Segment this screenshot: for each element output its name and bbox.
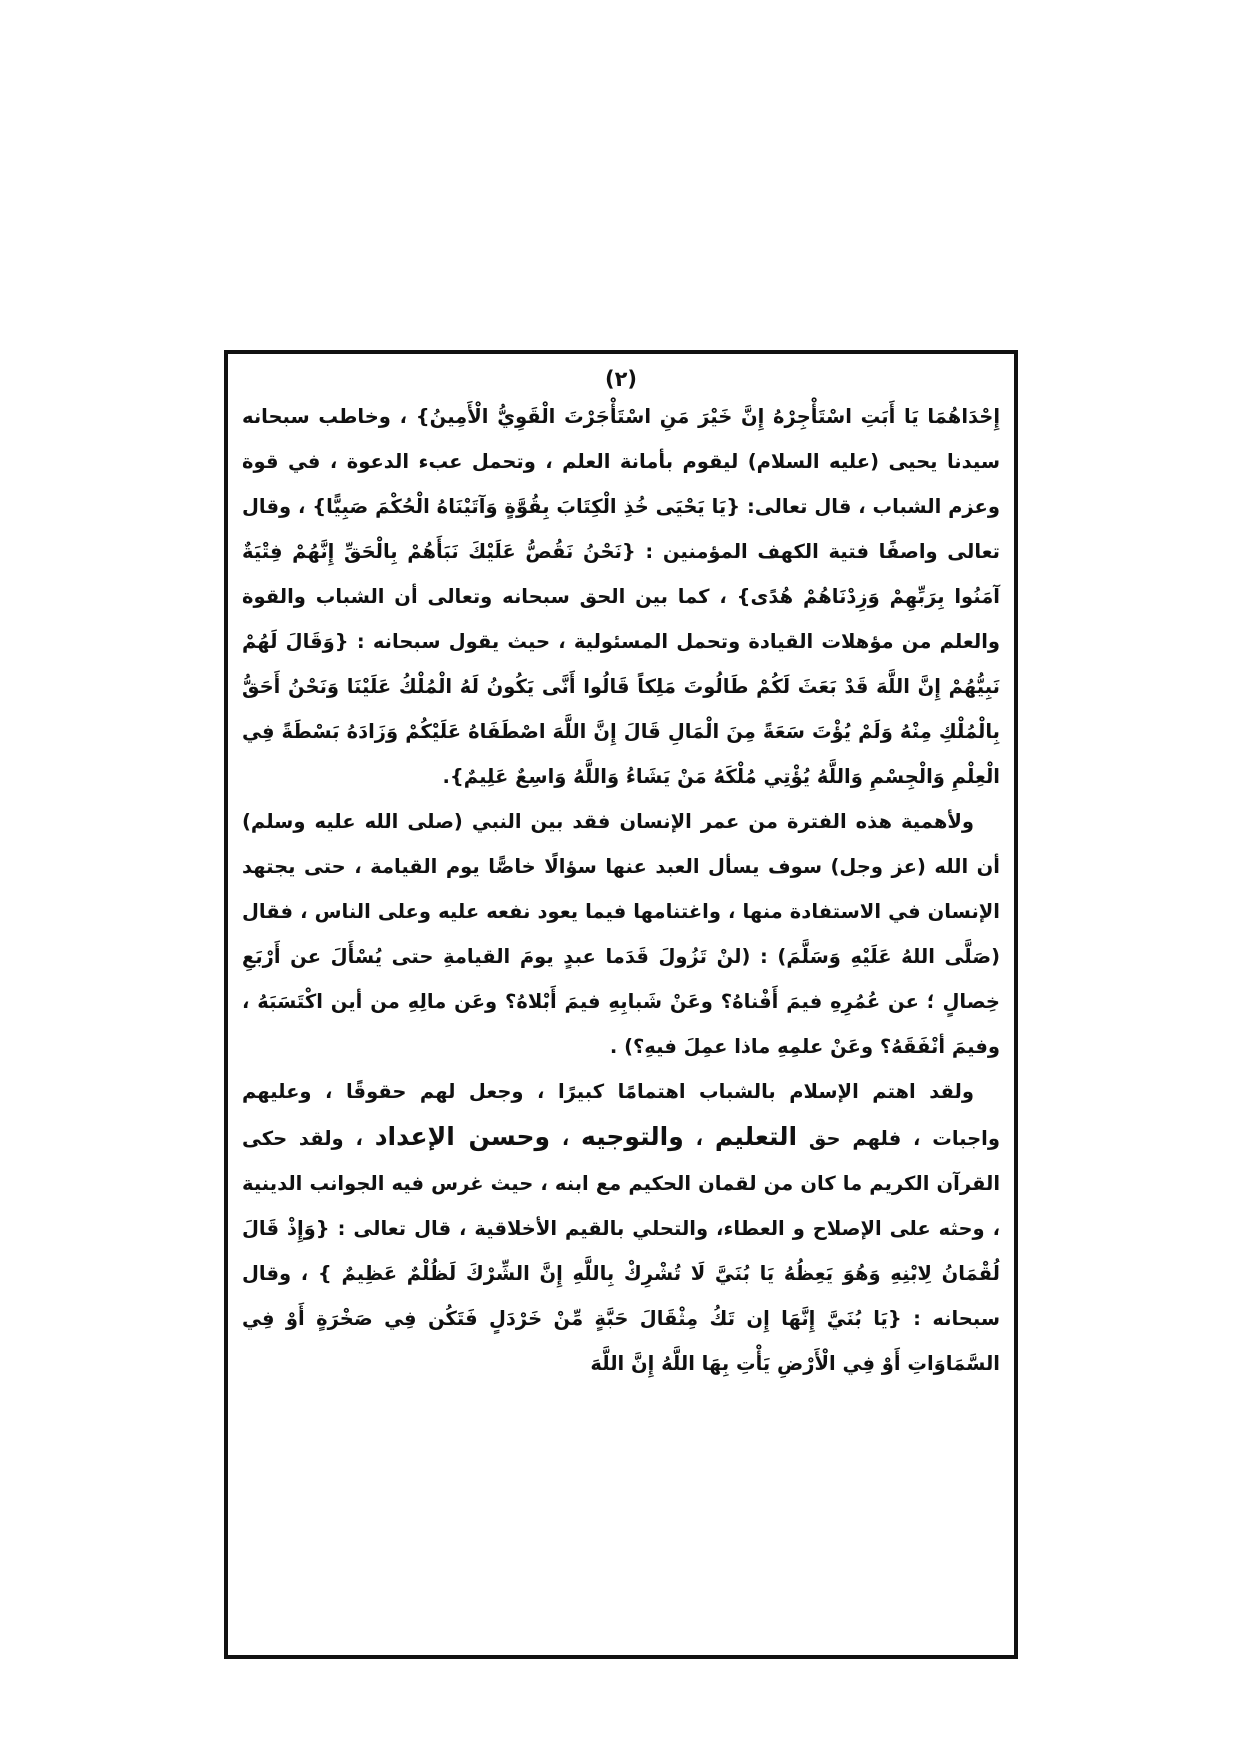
paragraph-hadith: ولأهمية هذه الفترة من عمر الإنسان فقد بين النبي (صلى الله عليه وسلم) أن الله (عز وجل) سوف يسأل العبد عنها سؤالًا خاصًّا يوم القيامة ، حتى يجتهد الإنسان في الاستفادة منها ، واغتنامها فيما يعود نفعه عليه وعلى الناس ، فقال (صَلَّى اللهُ عَلَيْهِ وَسَلَّمَ) : (لنْ تَزُولَ قَدَما عبدٍ يومَ القيامةِ حتى يُسْأَلَ عن أَرْبَعِ خِصالٍ ؛ عن عُمُرِهِ فيمَ أَفْناهُ؟ وعَنْ شَبابِهِ فيمَ أَبْلاهُ؟ وعَن مالِهِ من أين اكْتَسَبَهُ ، وفيمَ أنْفَقَهُ؟ وعَنْ علمِهِ ماذا عمِلَ فيهِ؟) . bbox=[242, 810, 1000, 1058]
page-frame bbox=[224, 350, 1018, 1659]
page-number: (٢) bbox=[604, 367, 638, 391]
youth-rights-continuation: ، ولقد حكى القرآن الكريم ما كان من لقمان الحكيم مع ابنه ، حيث غرس فيه الجوانب الدينية ، وحثه على الإصلاح و العطاء، والتحلي بالقيم الأخلاقية ، قال تعالى : {وَإِذْ قَالَ لُقْمَانُ لِابْنِهِ وَهُوَ يَعِظُهُ يَا بُنَيَّ لَا تُشْرِكْ بِاللَّهِ إِنَّ الشِّرْكَ لَظُلْمٌ عَظِيمٌ } ، وقال سبحانه : {يَا بُنَيَّ إِنَّهَا إِن تَكُ مِثْقَالَ حَبَّةٍ مِّنْ خَرْدَلٍ فَتَكُن فِي صَخْرَةٍ أَوْ فِي السَّمَاوَاتِ أَوْ فِي الْأَرْضِ يَأْتِ بِهَا اللَّهُ إِنَّ اللَّهَ bbox=[242, 1127, 1000, 1375]
paragraph-quran-verses: إِحْدَاهُمَا يَا أَبَتِ اسْتَأْجِرْهُ إِنَّ خَيْرَ مَنِ اسْتَأْجَرْتَ الْقَوِيُّ الْأَمِينُ} ، وخاطب سبحانه سيدنا يحيى (عليه السلام) ليقوم بأمانة العلم ، وتحمل عبء الدعوة ، في قوة وعزم الشباب ، قال تعالى: {يَا يَحْيَى خُذِ الْكِتَابَ بِقُوَّةٍ وَآتَيْنَاهُ الْحُكْمَ صَبِيًّا} ، وقال تعالى واصفًا فتية الكهف المؤمنين : {نَحْنُ نَقُصُّ عَلَيْكَ نَبَأَهُمْ بِالْحَقِّ إِنَّهُمْ فِتْيَةٌ آمَنُوا بِرَبِّهِمْ وَزِدْنَاهُمْ هُدًى} ، كما بين الحق سبحانه وتعالى أن الشباب والقوة والعلم من مؤهلات القيادة وتحمل المسئولية ، حيث يقول سبحانه : {وَقَالَ لَهُمْ نَبِيُّهُمْ إِنَّ اللَّهَ قَدْ بَعَثَ لَكُمْ طَالُوتَ مَلِكاً قَالُوا أَنَّى يَكُونُ لَهُ الْمُلْكُ عَلَيْنَا وَنَحْنُ أَحَقُّ بِالْمُلْكِ مِنْهُ وَلَمْ يُؤْتَ سَعَةً مِنَ الْمَالِ قَالَ إِنَّ اللَّهَ اصْطَفَاهُ عَلَيْكُمْ وَزَادَهُ بَسْطَةً فِي الْعِلْمِ وَالْجِسْمِ وَاللَّهُ يُؤْتِي مُلْكَهُ مَنْ يَشَاءُ وَاللَّهُ وَاسِعٌ عَلِيمٌ}. bbox=[242, 405, 1000, 788]
separator: ، bbox=[683, 1127, 715, 1150]
body-text bbox=[242, 394, 1000, 1386]
youth-rights-intro: ولقد اهتم الإسلام بالشباب اهتمامًا كبيرًا ، وجعل لهم حقوقًا ، وعليهم واجبات ، فلهم حق bbox=[242, 1080, 1000, 1150]
paragraph-youth-rights bbox=[242, 1069, 1000, 1386]
separator: ، bbox=[550, 1127, 582, 1150]
emphasis-preparation: وحسن الإعداد bbox=[374, 1122, 551, 1151]
emphasis-education: التعليم bbox=[714, 1122, 798, 1151]
emphasis-guidance: والتوجيه bbox=[581, 1122, 684, 1151]
